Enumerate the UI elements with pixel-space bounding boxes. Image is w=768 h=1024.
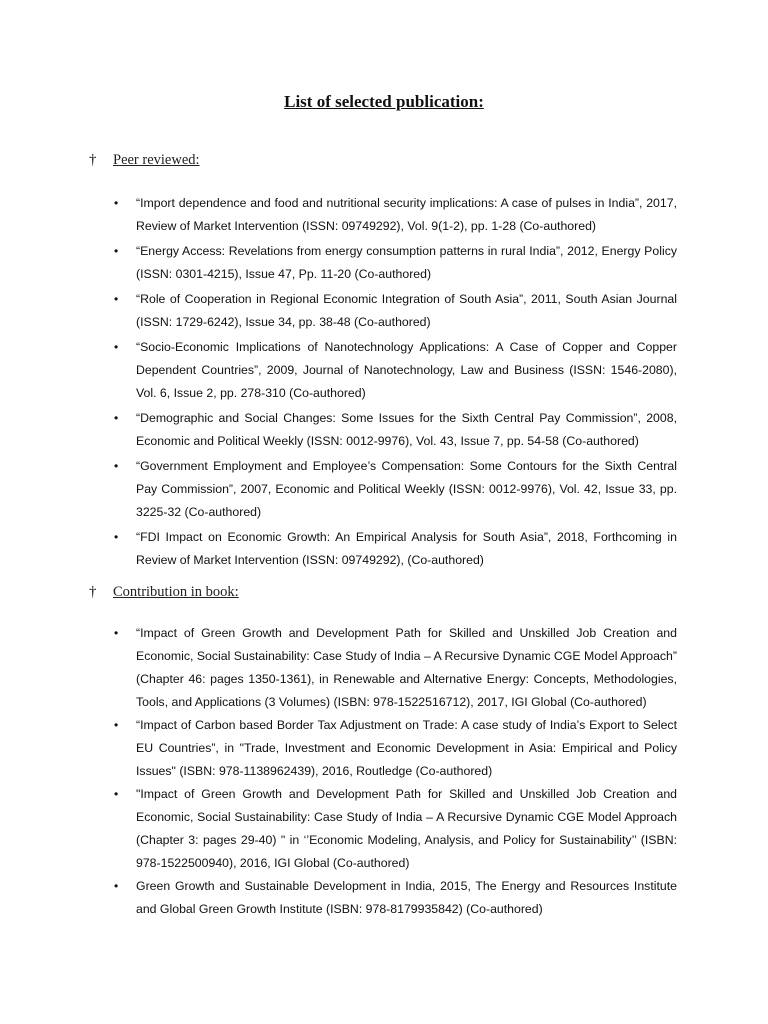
bullet-icon: • bbox=[114, 787, 119, 801]
dagger-marker: † bbox=[89, 152, 97, 168]
publication-list bbox=[0, 192, 768, 572]
publication-text: “Demographic and Social Changes: Some Issues for the Sixth Central Pay Commission”, 2008, Economic and Political Weekly (ISSN: 0012-9976), Vol. 43, Issue 7, pp. 54-58 (Co-authored) bbox=[136, 411, 677, 448]
bullet-icon: • bbox=[114, 411, 119, 425]
publication-text: Green Growth and Sustainable Development in India, 2015, The Energy and Resources Institute and Global Green Growth Institute (ISBN: 978-8179935842) (Co-authored) bbox=[136, 879, 677, 916]
publication-text: “Import dependence and food and nutritional security implications: A case of pulses in India”, 2017, Review of Market Intervention (ISSN: 09749292), Vol. 9(1-2), pp. 1-28 (Co-authored) bbox=[136, 196, 677, 233]
bullet-icon: • bbox=[114, 626, 119, 640]
bullet-icon: • bbox=[114, 459, 119, 473]
section-peer-reviewed bbox=[0, 152, 768, 574]
list-item bbox=[0, 875, 768, 921]
bullet-icon: • bbox=[114, 718, 119, 732]
publication-text: “Impact of Green Growth and Development Path for Skilled and Unskilled Job Creation and Economic, Social Sustainability: Case Study of India – A Recursive Dynamic CGE Model Approach” (Chapter 46: pages 1350-1361), in Renewable and Alternative Energy: Concepts, Methodologies, Tools, and Applications (3 Volumes) (ISBN: 978-1522516712), 2017, IGI Global (Co-authored) bbox=[136, 626, 677, 709]
bullet-icon: • bbox=[114, 879, 119, 893]
list-item bbox=[0, 783, 768, 875]
section-heading bbox=[0, 152, 768, 172]
list-item bbox=[0, 622, 768, 714]
section-contribution-in-book bbox=[0, 584, 768, 921]
list-item bbox=[0, 192, 768, 238]
publication-list bbox=[0, 622, 768, 921]
publication-text: “FDI Impact on Economic Growth: An Empirical Analysis for South Asia”, 2018, Forthcoming in Review of Market Intervention (ISSN: 09749292), (Co-authored) bbox=[136, 530, 677, 567]
publication-text: “Socio-Economic Implications of Nanotechnology Applications: A Case of Copper and Copper Dependent Countries”, 2009, Journal of Nanotechnology, Law and Business (ISSN: 1546-2080), Vol. 6, Issue 2, pp. 278-310 (Co-authored) bbox=[136, 340, 677, 400]
section-heading bbox=[0, 584, 768, 604]
bullet-icon: • bbox=[114, 292, 119, 306]
publication-text: “Role of Cooperation in Regional Economic Integration of South Asia”, 2011, South Asian Journal (ISSN: 1729-6242), Issue 34, pp. 38-48 (Co-authored) bbox=[136, 292, 677, 329]
publication-text: “Government Employment and Employee’s Compensation: Some Contours for the Sixth Central Pay Commission”, 2007, Economic and Political Weekly (ISSN: 0012-9976), Vol. 42, Issue 33, pp. 3225-32 (Co-authored) bbox=[136, 459, 677, 519]
bullet-icon: • bbox=[114, 196, 119, 210]
list-item bbox=[0, 240, 768, 286]
list-item bbox=[0, 336, 768, 405]
dagger-marker: † bbox=[89, 584, 97, 600]
list-item bbox=[0, 455, 768, 524]
publication-text: "Impact of Green Growth and Development Path for Skilled and Unskilled Job Creation and Economic, Social Sustainability: Case Study of India – A Recursive Dynamic CGE Model Approach (Chapter 3: pages 29-40) " in ‘’Economic Modeling, Analysis, and Policy for Sustainability’’ (ISBN: 978-1522500940), 2016, IGI Global (Co-authored) bbox=[136, 787, 677, 870]
list-item bbox=[0, 526, 768, 572]
bullet-icon: • bbox=[114, 244, 119, 258]
page-title: List of selected publication: bbox=[284, 92, 484, 111]
publication-text: “Impact of Carbon based Border Tax Adjustment on Trade: A case study of India’s Export to Select EU Countries”, in "Trade, Investment and Economic Development in Asia: Empirical and Policy Issues" (ISBN: 978-1138962439), 2016, Routledge (Co-authored) bbox=[136, 718, 677, 778]
list-item bbox=[0, 288, 768, 334]
list-item bbox=[0, 714, 768, 783]
section-title: Peer reviewed: bbox=[113, 152, 200, 168]
publication-text: “Energy Access: Revelations from energy consumption patterns in rural India”, 2012, Energy Policy (ISSN: 0301-4215), Issue 47, Pp. 11-20 (Co-authored) bbox=[136, 244, 677, 281]
bullet-icon: • bbox=[114, 340, 119, 354]
section-title: Contribution in book: bbox=[113, 584, 239, 600]
bullet-icon: • bbox=[114, 530, 119, 544]
list-item bbox=[0, 407, 768, 453]
